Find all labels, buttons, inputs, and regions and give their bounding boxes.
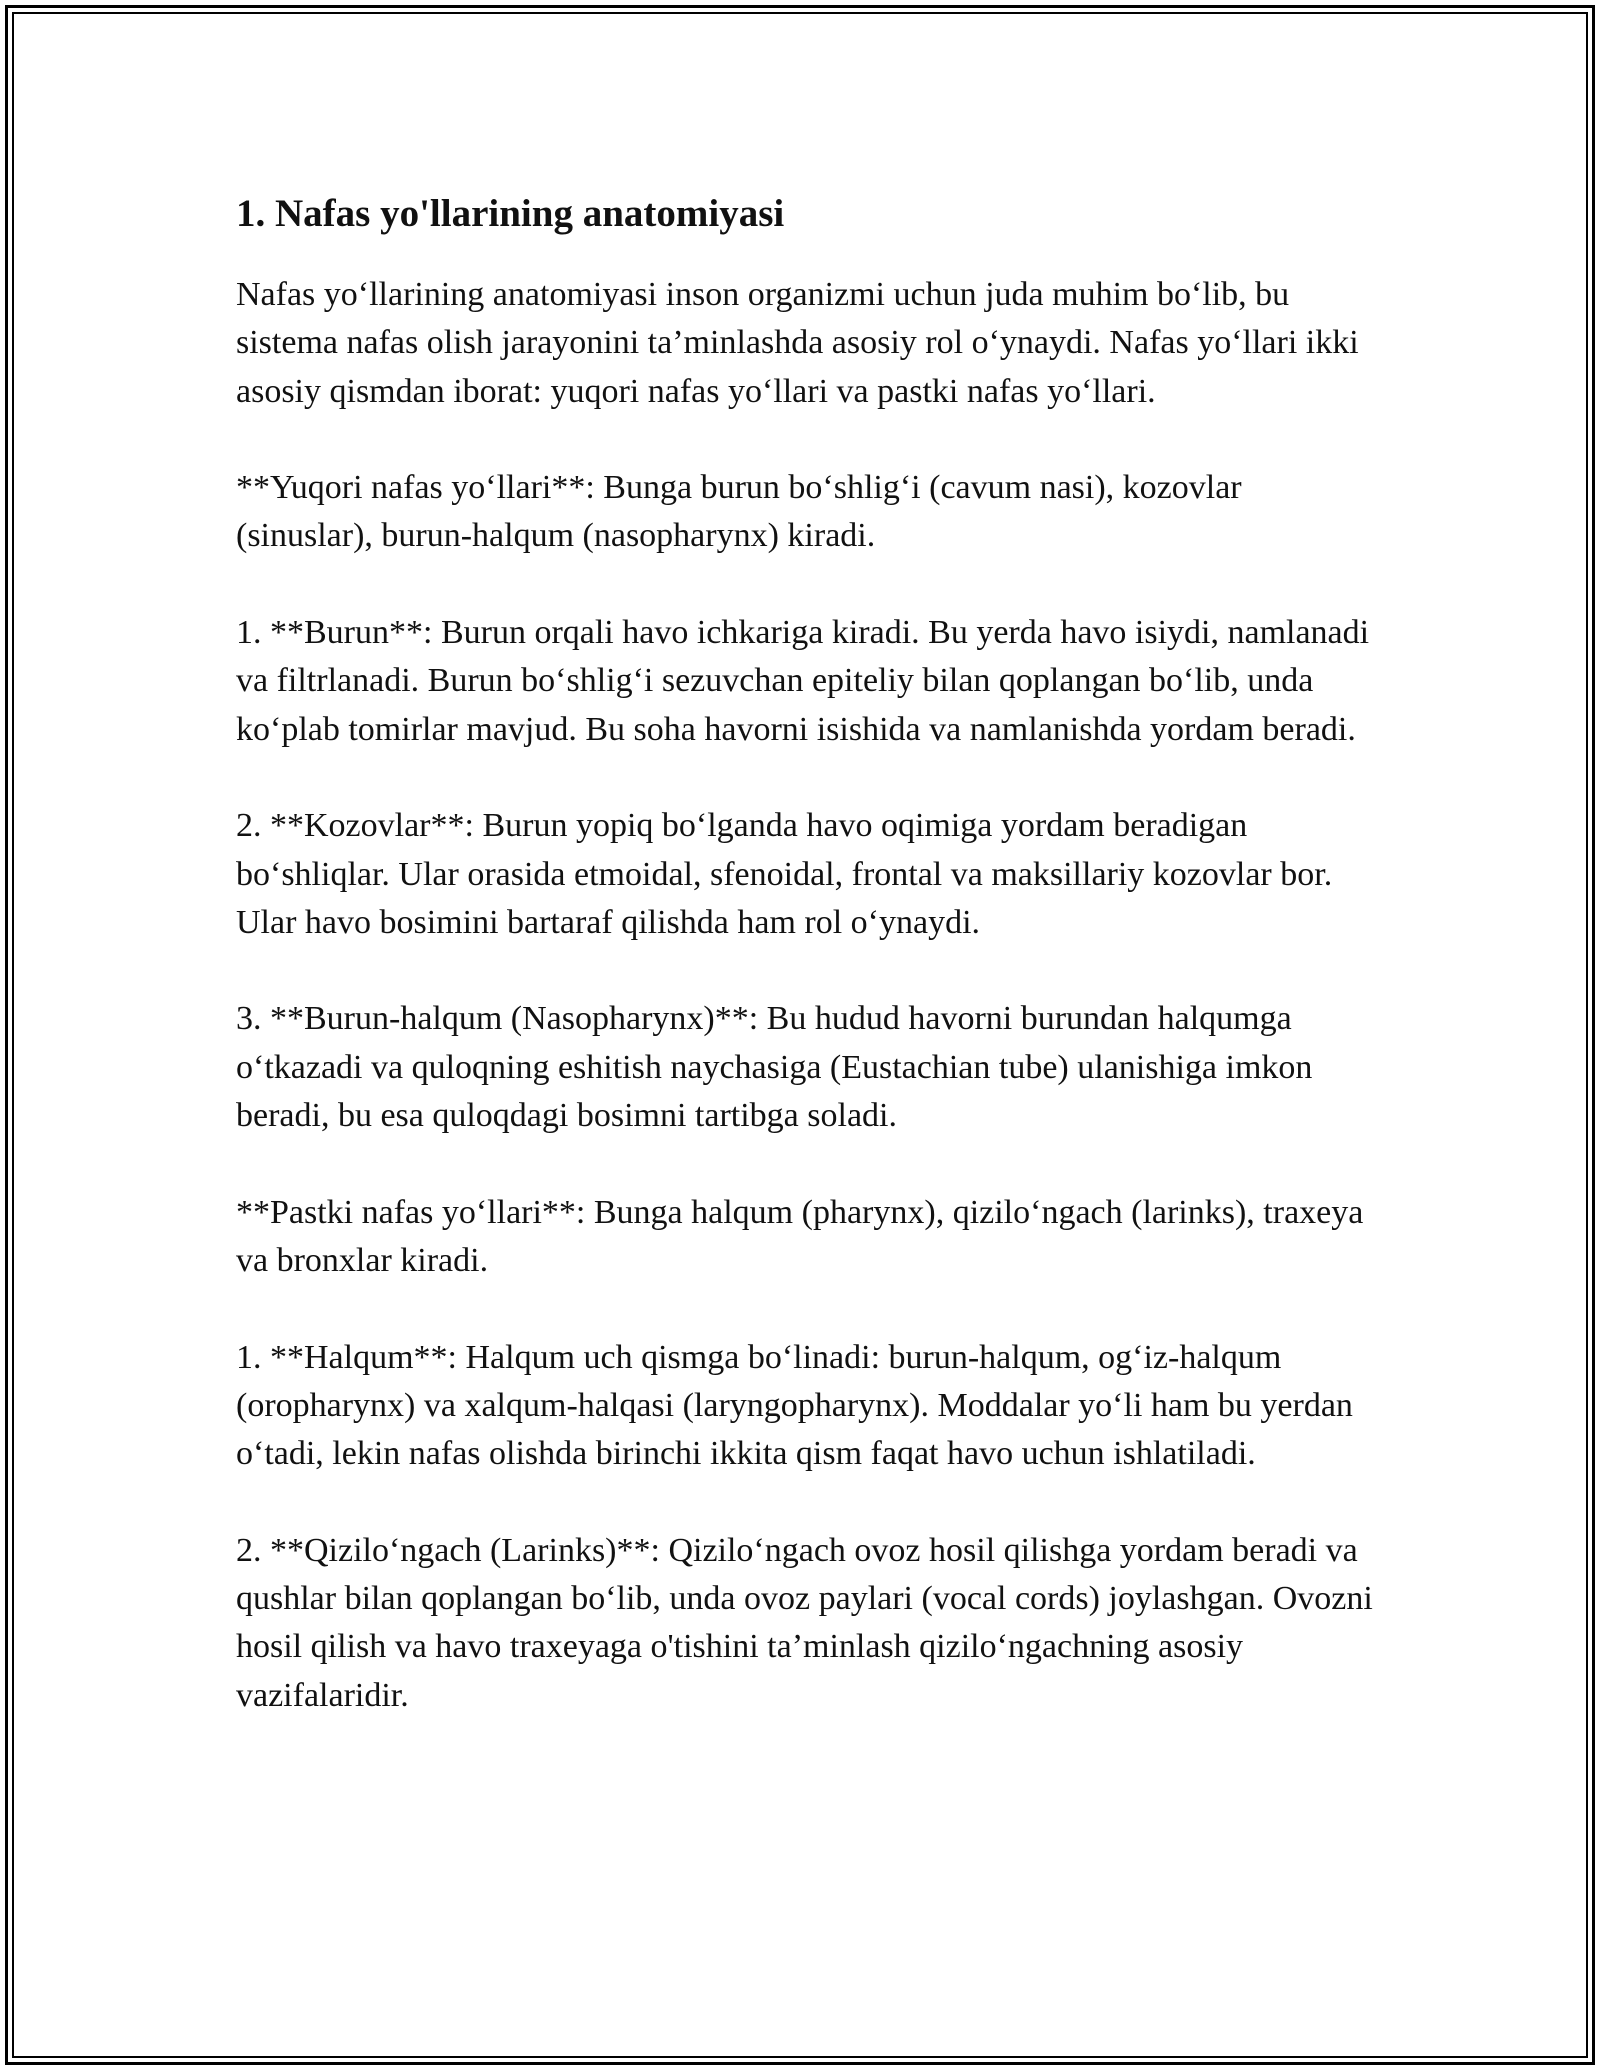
paragraph-nasopharynx: 3. **Burun-halqum (Nasopharynx)**: Bu hudud havorni burundan halqumga o‘tkazadi va quloqning eshitish naychasiga (Eustachian tube) ulanishiga imkon beradi, bu esa quloqdagi bosimni tartibga soladi. (236, 1000, 1313, 1135)
document-body (236, 186, 1386, 1720)
paragraph-pharynx: 1. **Halqum**: Halqum uch qismga bo‘linadi: burun-halqum, og‘iz-halqum (oropharynx) va xalqum-halqasi (laryngopharynx). Moddalar yo‘li ham bu yerdan o‘tadi, lekin nafas olishda birinchi ikkita qism faqat havo uchun ishlatiladi. (236, 1338, 1353, 1473)
section-heading: 1. Nafas yo'llarining anatomiyasi (236, 192, 785, 235)
paragraph-nose: 1. **Burun**: Burun orqali havo ichkariga kiradi. Bu yerda havo isiydi, namlanadi va filtrlanadi. Burun bo‘shlig‘i sezuvchan epiteliy bilan qoplangan bo‘lib, unda ko‘plab tomirlar mavjud. Bu soha havorni isishida va namlanishda yordam beradi. (236, 614, 1370, 748)
paragraph-larynx: 2. **Qizilo‘ngach (Larinks)**: Qizilo‘ngach ovoz hosil qilishga yordam beradi va qushlar bilan qoplangan bo‘lib, unda ovoz paylari (vocal cords) joylashgan. Ovozni hosil qilish va havo traxeyaga o'tishini ta’minlash qizilo‘ngachning asosiy vazifalaridir. (236, 1531, 1373, 1714)
paragraph-sinuses: 2. **Kozovlar**: Burun yopiq bo‘lganda havo oqimiga yordam beradigan bo‘shliqlar. Ular orasida etmoidal, sfenoidal, frontal va maksillariy kozovlar bor. Ular havo bosimini bartaraf qilishda ham rol o‘ynaydi. (236, 807, 1333, 941)
paragraph-upper-airways: **Yuqori nafas yo‘llari**: Bunga burun bo‘shlig‘i (cavum nasi), kozovlar (sinuslar), burun-halqum (nasopharynx) kiradi. (236, 469, 1242, 555)
paragraph-intro: Nafas yo‘llarining anatomiyasi inson organizmi uchun juda muhim bo‘lib, bu sistema nafas olish jarayonini ta’minlashda asosiy rol o‘ynaydi. Nafas yo‘llari ikki asosiy qismdan iborat: yuqori nafas yo‘llari va pastki nafas yo‘llari. (236, 276, 1359, 410)
paragraph-lower-airways: **Pastki nafas yo‘llari**: Bunga halqum (pharynx), qizilo‘ngach (larinks), traxeya va bronxlar kiradi. (236, 1193, 1364, 1279)
